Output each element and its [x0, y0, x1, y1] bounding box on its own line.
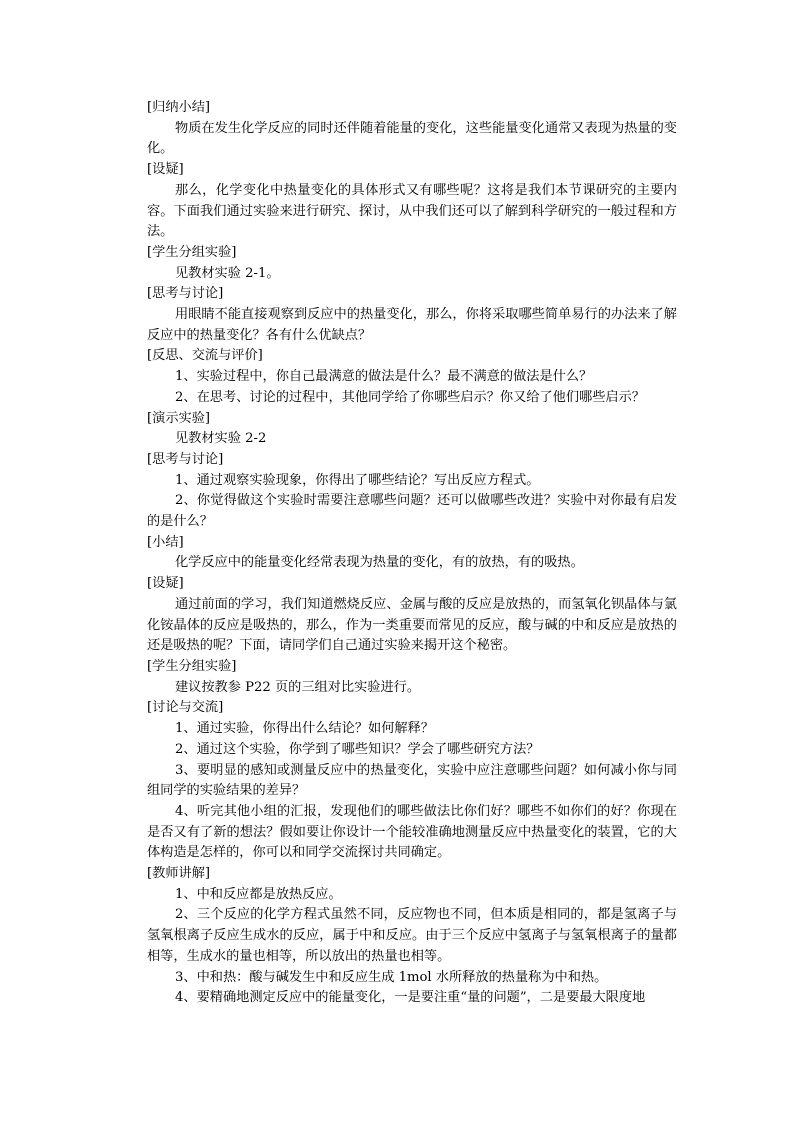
- paragraph: 3、要明显的感知或测量反应中的热量变化，实验中应注意哪些问题？如何减小你与同组同学的实验结果的差异？: [147, 762, 677, 799]
- paragraph: 2、通过这个实验，你学到了哪些知识？学会了哪些研究方法？: [175, 741, 540, 757]
- section: [147, 243, 677, 284]
- paragraph: 见教材实验 2-2: [175, 431, 267, 447]
- section: [147, 160, 677, 243]
- section-heading: [反思、交流与评价]: [147, 348, 263, 364]
- paragraph: 4、要精确地测定反应中的能量变化，一是要注重“量的问题”，二是要最大限度地: [175, 990, 646, 1006]
- section-heading: [归纳小结]: [147, 100, 211, 115]
- section-heading: [讨论与交流]: [147, 700, 224, 716]
- section: [147, 98, 677, 160]
- paragraph: 2、在思考、讨论的过程中，其他同学给了你哪些启示？你又给了他们哪些启示？: [175, 389, 645, 405]
- section: [147, 657, 677, 698]
- paragraph: 见教材实验 2-1。: [175, 265, 280, 281]
- paragraph: 用眼睛不能直接观察到反应中的热量变化，那么，你将采取哪些简单易行的办法来了解反应中的热量变化？各有什么优缺点？: [147, 307, 677, 343]
- document-body: [147, 98, 677, 1009]
- paragraph: 1、通过实验，你得出什么结论？如何解释？: [175, 721, 434, 737]
- paragraph: 建议按教参 P22 页的三组对比实验进行。: [175, 679, 421, 695]
- paragraph: 1、中和反应都是放热反应。: [175, 886, 342, 902]
- paragraph: 2、三个反应的化学方程式虽然不同，反应物也不同，但本质是相同的，都是氢离子与氢氧根离子反应生成水的反应，属于中和反应。由于三个反应中氢离子与氢氧根离子的量都相等，生成水的量也相等，所以放出的热量也相等。: [147, 907, 677, 964]
- section: [147, 409, 677, 450]
- section-heading: [思考与讨论]: [147, 451, 224, 467]
- section: [147, 450, 677, 533]
- section-heading: [思考与讨论]: [147, 286, 224, 302]
- section: [147, 346, 677, 408]
- section: [147, 864, 677, 1009]
- section-heading: [演示实验]: [147, 410, 211, 426]
- section-heading: [学生分组实验]: [147, 658, 237, 674]
- paragraph: 4、听完其他小组的汇报，发现他们的哪些做法比你们好？哪些不如你们的好？你现在是否又有了新的想法？假如要让你设计一个能较准确地测量反应中热量变化的装置，它的大体构造是怎样的，你可以和同学交流探讨共同确定。: [147, 803, 677, 861]
- section-heading: [设疑]: [147, 162, 184, 178]
- paragraph: 1、通过观察实验现象，你得出了哪些结论？写出反应方程式。: [175, 472, 540, 488]
- paragraph: 3、中和热：酸与碱发生中和反应生成 1mol 水所释放的热量称为中和热。: [175, 969, 608, 985]
- section-heading: [教师讲解]: [147, 866, 211, 882]
- paragraph: 那么，化学变化中热量变化的具体形式又有哪些呢？这将是我们本节课研究的主要内容。下面我们通过实验来进行研究、探讨，从中我们还可以了解到科学研究的一般过程和方法。: [147, 182, 677, 240]
- section: [147, 574, 677, 657]
- section-heading: [设疑]: [147, 576, 184, 592]
- paragraph: 通过前面的学习，我们知道燃烧反应、金属与酸的反应是放热的，而氢氧化钡晶体与氯化铵晶体的反应是吸热的，那么，作为一类重要而常见的反应，酸与碱的中和反应是放热的还是吸热的呢？下面，请同学们自己通过实验来揭开这个秘密。: [147, 596, 677, 654]
- paragraph: 2、你觉得做这个实验时需要注意哪些问题？还可以做哪些改进？实验中对你最有启发的是什么？: [147, 493, 677, 530]
- paragraph: 物质在发生化学反应的同时还伴随着能量的变化，这些能量变化通常又表现为热量的变化。: [147, 120, 677, 157]
- section: [147, 284, 677, 346]
- paragraph: 1、实验过程中，你自己最满意的做法是什么？最不满意的做法是什么？: [175, 369, 593, 385]
- section-heading: [学生分组实验]: [147, 244, 237, 260]
- section-heading: [小结]: [147, 534, 184, 550]
- section: [147, 533, 677, 574]
- section: [147, 698, 677, 864]
- paragraph: 化学反应中的能量变化经常表现为热量的变化，有的放热，有的吸热。: [175, 555, 584, 571]
